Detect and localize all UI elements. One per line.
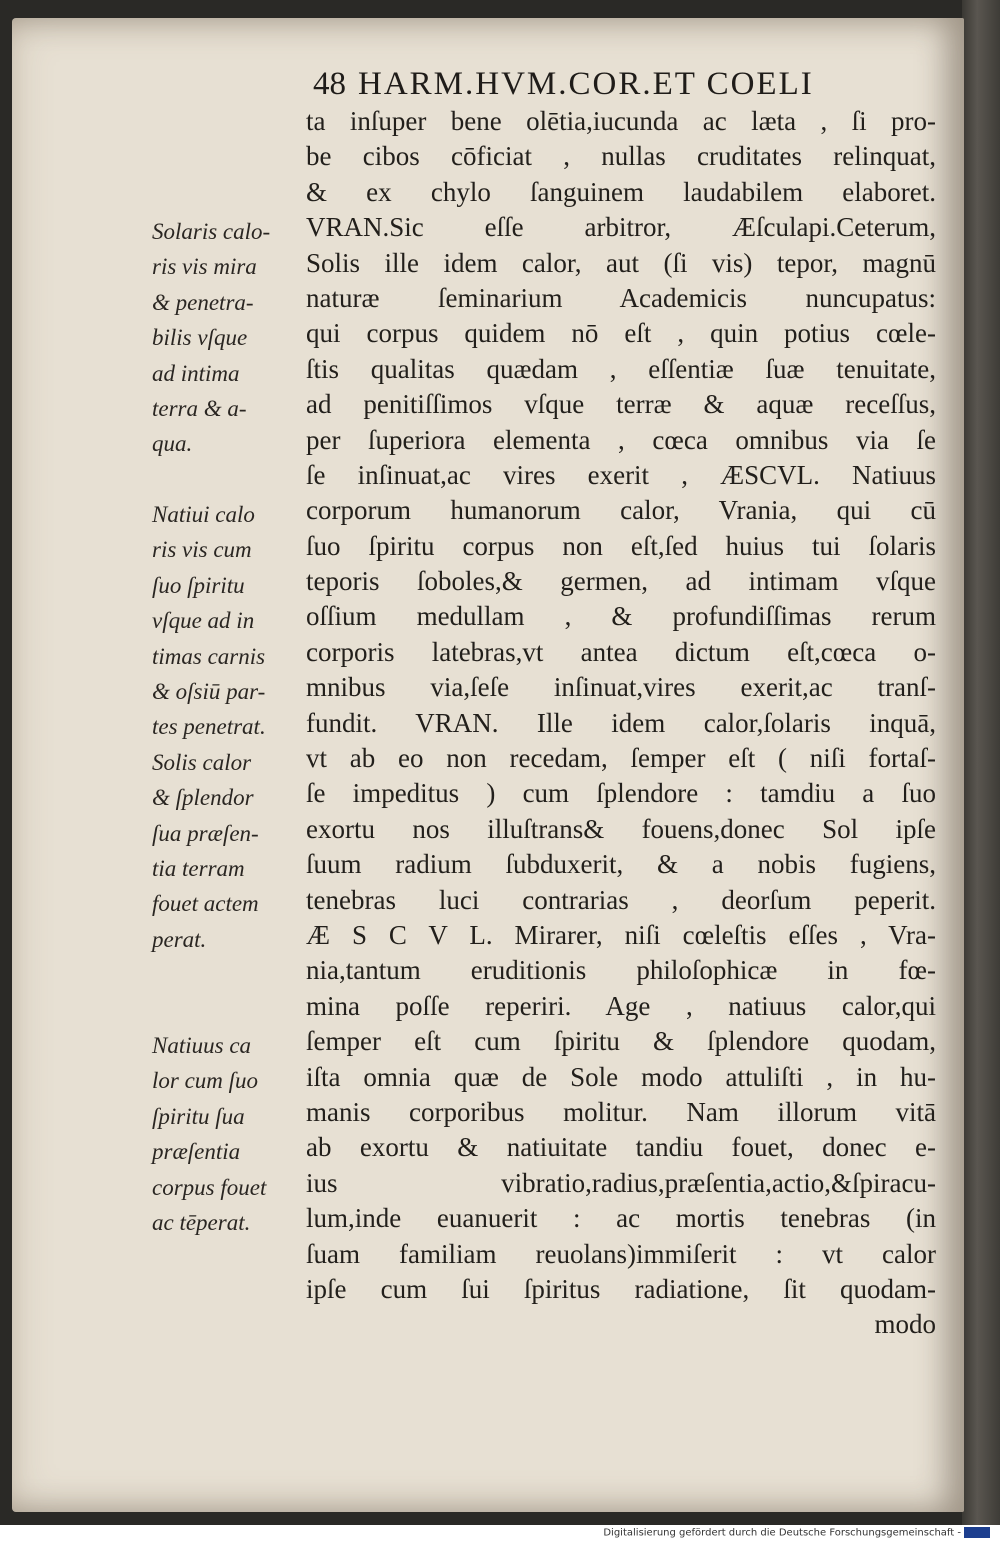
- marginal-note-line: bilis vſque: [152, 325, 248, 351]
- catchword: modo: [874, 1309, 936, 1340]
- text-line: ſuum radium ſubduxerit, & a nobis fugiens,: [306, 849, 936, 880]
- text-line: corporis latebras,vt antea dictum eſt,cœca o-: [306, 636, 936, 667]
- marginal-note-line: Natiuus ca: [152, 1033, 252, 1058]
- marginal-note-line: ris vis mira: [152, 254, 257, 280]
- text-line: Solis ille idem calor, aut (ſi vis) tepor, magnū: [306, 247, 936, 278]
- text-line: ſe impeditus ) cum ſplendore : tamdiu a ſuo: [306, 778, 936, 809]
- marginal-note-line: fouet actem: [152, 891, 259, 917]
- marginal-note-line: vſque ad in: [152, 608, 255, 634]
- text-line: Æ S C V L. Mirarer, niſi cœleſtis eſſes , Vra-: [306, 919, 936, 950]
- marginal-note: [152, 1028, 298, 1240]
- text-line: ius vibratio,radius,præſentia,actio,&ſpiracu-: [306, 1167, 936, 1198]
- marginal-note-line: tia terram: [152, 855, 245, 881]
- marginal-note-line: ſuo ſpiritu: [152, 572, 245, 598]
- marginal-note: [152, 214, 298, 462]
- text-line: per ſuperiora elementa , cœca omnibus via ſe: [306, 424, 936, 455]
- marginal-note-line: terra & a-: [152, 395, 247, 421]
- marginal-note-line: ſpiritu ſua: [152, 1103, 245, 1129]
- text-line: lum,inde euanuerit : ac mortis tenebras (in: [306, 1203, 936, 1234]
- page-number: 48: [313, 66, 346, 102]
- marginal-note-line: Solis calor: [152, 749, 252, 775]
- marginal-note-line: lor cum ſuo: [152, 1068, 259, 1094]
- text-line: manis corporibus molitur. Nam illorum vitā: [306, 1096, 936, 1127]
- digitization-credit: [603, 1527, 990, 1541]
- text-line: exortu nos illuſtrans& fouens,donec Sol ipſe: [306, 813, 936, 844]
- dfg-logo-icon: [964, 1527, 990, 1538]
- marginal-note-line: & oſsiū par-: [152, 678, 266, 704]
- text-line: ſemper eſt cum ſpiritu & ſplendore quodam,: [306, 1026, 936, 1057]
- marginal-note-line: præſentia: [152, 1139, 241, 1165]
- text-line: mnibus via,ſeſe inſinuat,vires exerit,ac tranſ-: [306, 672, 936, 703]
- text-line: ta inſuper bene olētia,iucunda ac læta , ſi pro-: [306, 106, 936, 136]
- text-line: ſtis qualitas quædam , eſſentiæ ſuæ tenuitate,: [306, 353, 936, 384]
- marginal-note-line: ſua præſen-: [152, 820, 259, 846]
- text-line: nia,tantum eruditionis philoſophicæ in fœ-: [306, 955, 936, 986]
- text-line: vt ab eo non recedam, ſemper eſt ( niſi fortaſ-: [306, 743, 936, 774]
- marginal-note-line: & ſplendor: [152, 785, 254, 811]
- marginal-note-line: tes penetrat.: [152, 714, 266, 740]
- marginal-note-line: ac tēperat.: [152, 1209, 251, 1235]
- text-line: mina poſſe reperiri. Age , natiuus calor,qui: [306, 990, 936, 1021]
- running-title: HARM.HVM.COR.ET COELI: [358, 66, 814, 102]
- marginal-note-line: Natiui calo: [152, 502, 255, 527]
- main-text-block: [306, 104, 936, 1343]
- marginal-note-line: ad intima: [152, 360, 240, 386]
- text-line: corporum humanorum calor, Vrania, qui cū: [306, 495, 936, 526]
- text-line: be cibos cōficiat , nullas cruditates relinquat,: [306, 141, 936, 172]
- text-line: ſe inſinuat,ac vires exerit , ÆSCVL. Natiuus: [306, 459, 936, 490]
- marginal-note-line: Solaris calo-: [152, 219, 271, 244]
- text-line: & ex chylo ſanguinem laudabilem elaboret.: [306, 176, 936, 207]
- marginal-note-line: qua.: [152, 431, 193, 457]
- marginal-note-line: timas carnis: [152, 643, 266, 669]
- funding-credit-text: Digitalisierung gefördert durch die Deutsche Forschungsgemeinschaft -: [603, 1527, 961, 1539]
- text-line: naturæ ſeminarium Academicis nuncupatus:: [306, 282, 936, 313]
- running-head: [313, 66, 923, 106]
- marginal-note-line: corpus fouet: [152, 1174, 267, 1200]
- text-line: teporis ſoboles,& germen, ad intimam vſque: [306, 566, 936, 597]
- text-line: ſuam familiam reuolans)immiſerit : vt calor: [306, 1238, 936, 1269]
- marginal-note-line: & penetra-: [152, 289, 254, 315]
- text-line: fundit. VRAN. Ille idem calor,ſolaris inquā,: [306, 707, 936, 738]
- text-line: iſta omnia quæ de Sole modo attuliſti , in hu-: [306, 1061, 936, 1092]
- text-line: ſuo ſpiritu corpus non eſt,ſed huius tui ſolaris: [306, 530, 936, 561]
- text-line: ipſe cum ſui ſpiritus radiatione, ſit quodam-: [306, 1273, 936, 1304]
- text-line: ab exortu & natiuitate tandiu fouet, donec e-: [306, 1132, 936, 1163]
- text-line: VRAN.Sic eſſe arbitror, Æſculapi.Ceterum,: [306, 212, 936, 243]
- text-line: tenebras luci contrarias , deorſum peperit.: [306, 884, 936, 915]
- text-line: ad penitiſſimos vſque terræ & aquæ receſſus,: [306, 389, 936, 420]
- text-line: qui corpus quidem nō eſt , quin potius cœle-: [306, 318, 936, 349]
- book-binding-edge: [962, 0, 1000, 1525]
- marginal-note: [152, 497, 298, 957]
- text-line: oſſium medullam , & profundiſſimas rerum: [306, 601, 936, 632]
- marginal-note-line: perat.: [152, 926, 207, 952]
- marginal-note-line: ris vis cum: [152, 537, 252, 563]
